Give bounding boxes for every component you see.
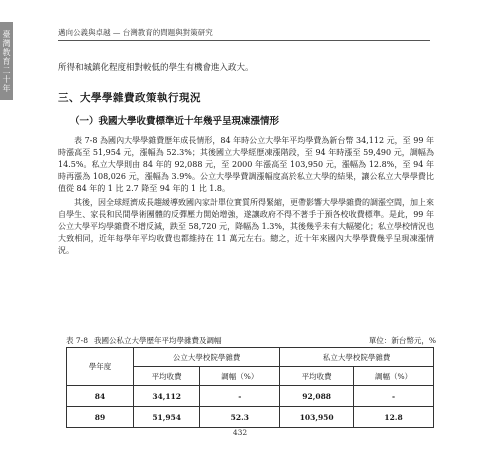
side-chapter-tab: 臺灣教育二十年 <box>0 22 13 100</box>
subheader-public-rate: 調幅（%） <box>200 367 280 386</box>
body-paragraph-1: 表 7-8 為國內大學學雜費歷年成長情形，84 年時公立大學年平均學費為新台幣 34,112 元，至 99 年時漲高至 51,954 元，漲幅為 52.3%；其後國立大學經歷凍漲階段，至 94 年時漲至 59,490 元，調幅為 14.5%。私立大學則由 84 年的 92,088 元，至 2000 年漲高至 103,950 元，漲幅為 12.8%，至 94 年時再漲為 108,026 元，漲幅為 3.9%。公立大學學費調漲幅度高於私立大學的結果，讓公私立大學學費比值從 84 年的 1 比 2.7 降至 94 年的 1 比 1.8。 <box>58 136 434 193</box>
page-body <box>58 62 434 257</box>
cell-year: 89 <box>67 407 134 428</box>
section-heading: 三、大學學雜費政策執行現況 <box>58 92 201 104</box>
cell-private-rate: - <box>354 386 434 407</box>
cell-public-avg: 51,954 <box>134 407 200 428</box>
cell-private-rate: 12.8 <box>354 407 434 428</box>
cell-public-avg: 34,112 <box>134 386 200 407</box>
subheader-private-rate: 調幅（%） <box>354 367 434 386</box>
running-header: 邁向公義與卓越 — 台灣教育的問題與對策研究 <box>58 27 430 41</box>
cell-public-rate: 52.3 <box>200 407 280 428</box>
tuition-table <box>66 347 434 428</box>
table-number: 表 7-8 <box>66 336 88 345</box>
table-row <box>67 407 434 428</box>
cell-private-avg: 103,950 <box>280 407 354 428</box>
table-title: 我國公私立大學歷年平均學雜費及調幅 <box>93 336 222 345</box>
table-caption <box>66 335 436 346</box>
subheader-private-avg: 平均收費 <box>280 367 354 386</box>
table-row <box>67 386 434 407</box>
continuation-text: 所得和城鎮化程度相對較低的學生有機會進入政大。 <box>58 63 254 73</box>
body-paragraph-2: 其後，因全球經濟成長趨緩導致國內家計單位實質所得緊縮，更帶影響大學學雜費的調漲空間，加上來自學生、家長和民間學術團體的反彈壓力開始增強，遂讓政府不得不著手于預各校收費標準。是此，99 年公立大學平均學雜費不增反減，跌至 58,720 元，降幅為 1.3%，其後幾乎未有大幅變化；私立學校情況也大致相同，近年每學年平均收費也都維持在 11 萬元左右。總之，近十年來國內大學學費幾乎呈現凍漲情況。 <box>58 198 434 255</box>
header-public: 公立大學校院學雜費 <box>134 348 280 367</box>
cell-private-avg: 92,088 <box>280 386 354 407</box>
page-number: 432 <box>232 428 248 437</box>
header-private: 私立大學校院學雜費 <box>280 348 434 367</box>
cell-year: 84 <box>67 386 134 407</box>
subsection-heading: （一）我國大學收費標準近十年幾乎呈現凍漲情形 <box>70 116 280 127</box>
table-unit: 單位：新台幣元，% <box>368 336 436 345</box>
cell-public-rate: - <box>200 386 280 407</box>
header-year: 學年度 <box>67 348 134 386</box>
subheader-public-avg: 平均收費 <box>134 367 200 386</box>
